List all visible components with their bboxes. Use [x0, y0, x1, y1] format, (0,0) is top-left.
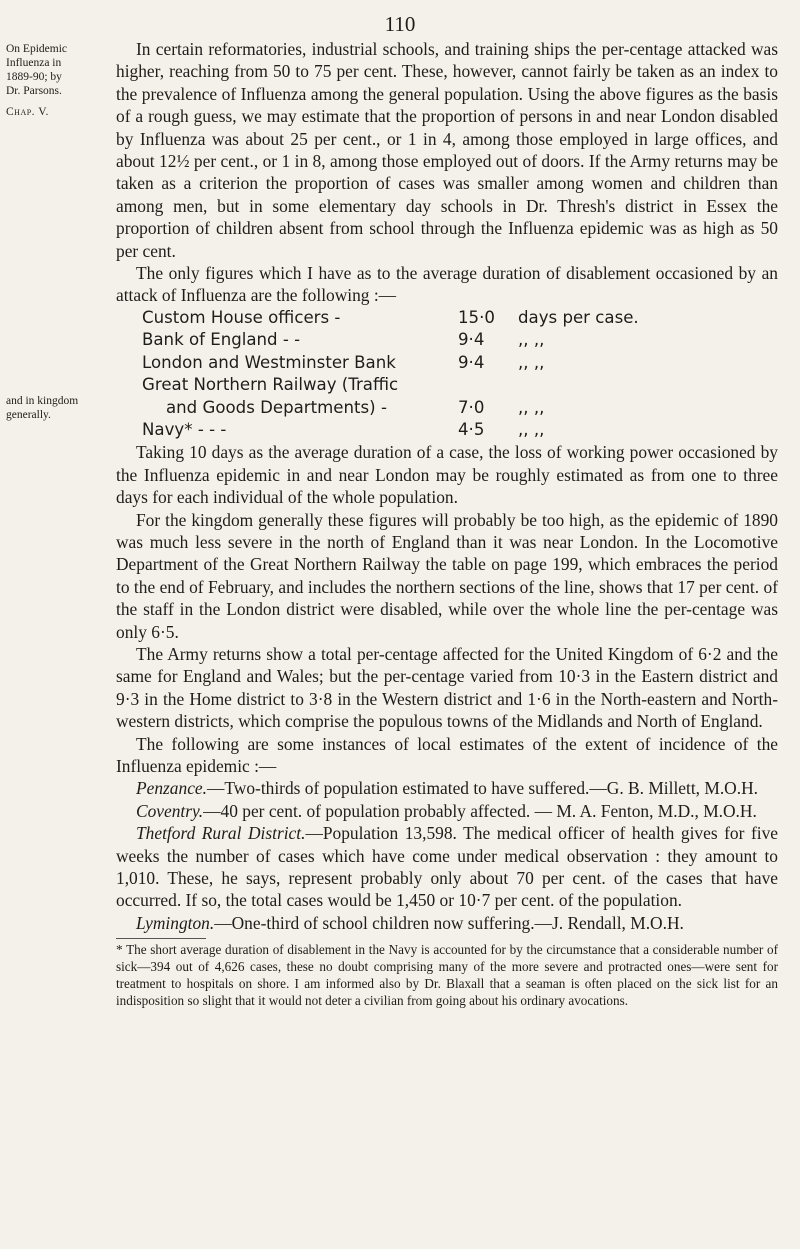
duration-value: 9·4	[458, 330, 485, 350]
instance-thetford	[116, 822, 778, 912]
duration-unit: ,, ,,	[518, 352, 545, 372]
margin-note-line: Dr. Parsons.	[6, 85, 62, 97]
duration-unit: days per case.	[518, 307, 639, 327]
paragraph: Taking 10 days as the average duration of a case, the loss of working power occasioned by the Influenza epidemic in and near London may be roughly estimated as from one to three days for each individual of the whole population.	[116, 442, 778, 508]
duration-name: Great Northern Railway (Traffic	[142, 375, 399, 395]
paragraph: The only figures which I have as to the average duration of disablement occasioned by an attack of Influenza are the following :—	[116, 263, 778, 306]
duration-value: 15·0	[458, 307, 495, 327]
margin-note-chapter: Chap. V.	[6, 106, 49, 118]
duration-name: Custom House officers -	[142, 307, 341, 327]
place-name: Coventry.	[136, 800, 204, 821]
place-name: Lymington.	[136, 912, 215, 933]
paragraph: The following are some instances of local estimates of the extent of incidence of the Influenza epidemic :—	[116, 733, 778, 776]
duration-unit: ,, ,,	[518, 330, 545, 350]
duration-name: London and Westminster Bank	[142, 352, 396, 372]
margin-note-line: and in kingdom	[6, 395, 79, 407]
place-name: Thetford Rural District.	[136, 823, 306, 844]
main-text	[116, 38, 778, 1009]
table-row	[142, 419, 639, 441]
duration-name: Bank of England - -	[142, 330, 301, 350]
instance-text: —Population 13,598. The medical officer of health gives for five weeks the number of cases which have come under medical observation : they amount to 1,010. These, he says, represent probably only about 70 per cent. of the cases that have occurred. If so, the total cases would be 1,450 or 10·7 per cent. of the population.	[116, 823, 778, 911]
duration-table	[142, 307, 639, 441]
paragraph: In certain reformatories, industrial schools, and training ships the per-centage attacked was higher, reaching from 50 to 75 per cent. These, however, cannot fairly be taken as an index to the prevalence of Influenza among the general population. Using the above figures as the basis of a rough guess, we may estimate that the proportion of persons in and near London disabled by Influenza was about 25 per cent., or 1 in 4, among those employed in large offices, and about 12½ per cent., or 1 in 8, among those employed out of doors. If the Army returns may be taken as a criterion the proportion of cases was smaller among women and children than among men, but in some elementary day schools in Dr. Thresh's district in Essex the proportion of children absent from school through the Influenza epidemic was as high as 50 per cent.	[116, 39, 778, 261]
duration-value: 7·0	[458, 397, 485, 417]
table-row	[142, 352, 639, 374]
margin-note-kingdom	[6, 394, 98, 422]
instance-text: —40 per cent. of population probably affected. — M. A. Fenton, M.D., M.O.H.	[203, 800, 757, 821]
footnote-rule	[116, 938, 206, 939]
duration-unit: ,, ,,	[518, 419, 545, 439]
instance-lymington	[116, 912, 778, 934]
table-row	[142, 307, 639, 329]
margin-note-line: On Epidemic	[6, 43, 67, 55]
table-row	[142, 329, 639, 351]
page-number: 110	[384, 12, 416, 36]
instance-text: —Two-thirds of population estimated to have suffered.—G. B. Millett, M.O.H.	[206, 778, 758, 799]
margin-note-line: 1889-90; by	[6, 71, 62, 83]
duration-name: and Goods Departments) -	[166, 397, 387, 417]
duration-unit: ,, ,,	[518, 397, 545, 417]
instance-coventry	[116, 800, 778, 822]
paragraph: The Army returns show a total per-centage affected for the United Kingdom of 6·2 and the same for England and Wales; but the per-centage varied from 10·3 in the Eastern district and 9·3 in the Home district to 3·8 in the Western district and 1·6 in the North-eastern and North-western districts, which comprise the populous towns of the Midlands and North of England.	[116, 643, 778, 732]
margin-note-line: generally.	[6, 409, 51, 421]
instance-penzance	[116, 777, 778, 799]
margin-note-line: Influenza in	[6, 57, 62, 69]
instance-text: —One-third of school children now suffering.—J. Rendall, M.O.H.	[214, 912, 684, 933]
paragraph: For the kingdom generally these figures will probably be too high, as the epidemic of 1890 was much less severe in the north of England than it was near London. In the Locomotive Department of the Great Northern Railway the table on page 199, which embraces the period to the end of February, and includes the northern sections of the line, shows that 17 per cent. of the staff in the London district were disabled, while over the whole line the per-centage was only 6·5.	[116, 509, 778, 642]
duration-name: Navy* - - -	[142, 419, 227, 439]
duration-value: 4·5	[458, 419, 485, 439]
place-name: Penzance.	[136, 778, 207, 799]
footnote: * The short average duration of disablement in the Navy is accounted for by the circumstance that a considerable number of sick—394 out of 4,626 cases, these no doubt comprising many of the more severe and protracted ones—were sent for treatment to hospitals on shore. I am informed also by Dr. Blaxall that a seaman is often placed on the sick list for an indisposition so slight that it would not deter a civilian from going about his ordinary avocations.	[116, 942, 778, 1009]
duration-value: 9·4	[458, 352, 485, 372]
margin-note-topic	[6, 42, 98, 119]
table-row	[142, 397, 639, 419]
table-row	[142, 374, 639, 396]
